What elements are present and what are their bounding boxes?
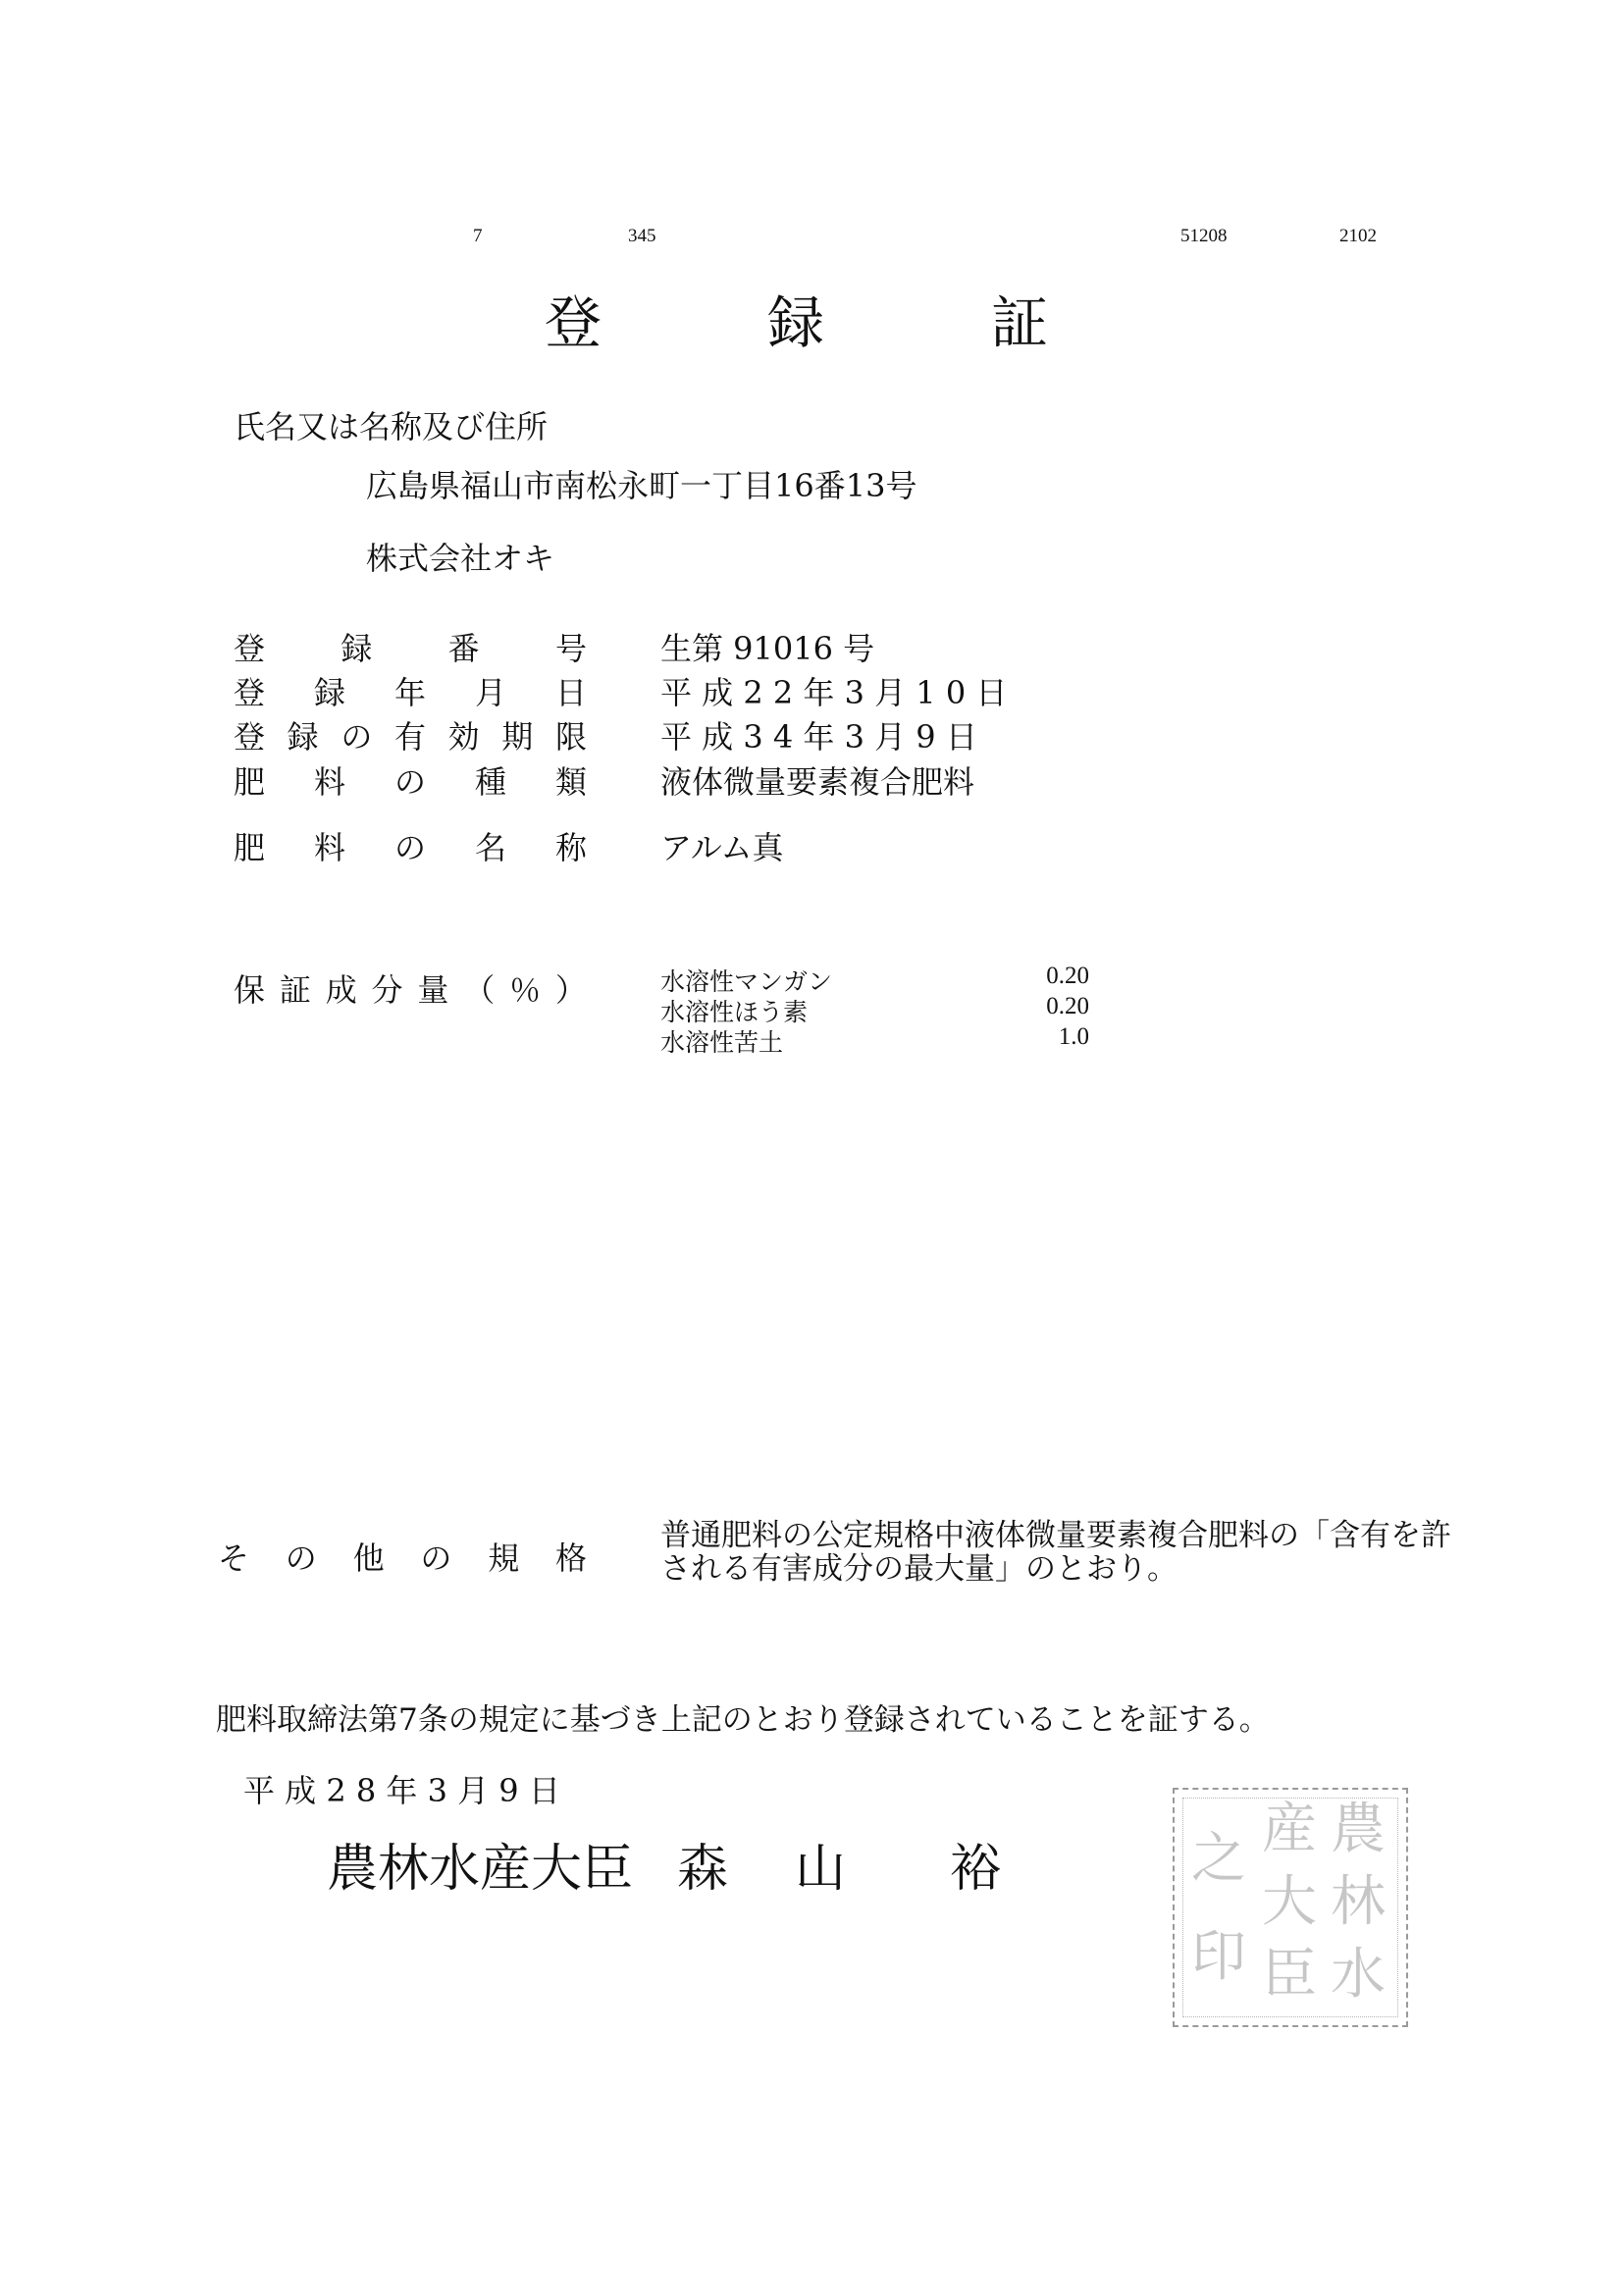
fertilizer-type-value: 液体微量要素複合肥料	[660, 763, 975, 801]
component-value: 0.20	[1046, 993, 1089, 1019]
minister-name-char: 森	[677, 1840, 729, 1899]
component-name: 水溶性ほう素	[660, 998, 809, 1026]
guaranteed-label: 保 証 成 分 量 （ ％ ）	[234, 971, 587, 1009]
issue-date: 平 成 2 8 年 3 月 9 日	[243, 1772, 560, 1809]
seal-char: 臣	[1262, 1943, 1317, 2007]
title-char: 録	[767, 289, 825, 356]
other-standards-text: 普通肥料の公定規格中液体微量要素複合肥料の「含有を許される有害成分の最大量」のとおり。	[660, 1518, 1451, 1587]
header-code-3: 51208	[1180, 226, 1228, 246]
seal-char: 水	[1331, 1943, 1386, 2007]
registration-date-label: 登 録 年 月 日	[234, 674, 587, 711]
title-char: 証	[991, 289, 1049, 356]
seal-char: 印	[1191, 1925, 1246, 1989]
header-code-2: 345	[628, 226, 656, 246]
certification-statement: 肥料取締法第7条の規定に基づき上記のとおり登録されていることを証する。	[216, 1702, 1270, 1738]
registration-number-value: 生第 91016 号	[660, 630, 875, 667]
seal-char: 林	[1331, 1870, 1386, 1934]
other-standards-label: そ の 他 の 規 格	[218, 1539, 587, 1577]
fertilizer-name-value: アルム真	[660, 829, 784, 866]
header-code-1: 7	[473, 226, 483, 246]
holder-company: 株式会社オキ	[366, 540, 555, 577]
seal-char: 農	[1331, 1798, 1386, 1861]
header-code-4: 2102	[1339, 226, 1377, 246]
registration-number-label: 登 録 番 号	[234, 630, 587, 667]
holder-label: 氏名又は名称及び住所	[234, 408, 549, 445]
expiry-value: 平 成 3 4 年 3 月 9 日	[660, 718, 977, 756]
minister-name-char: 山	[795, 1840, 847, 1899]
registration-date-value: 平 成 2 2 年 3 月 1 0 日	[660, 674, 1008, 711]
fertilizer-name-label: 肥 料 の 名 称	[234, 829, 587, 866]
seal-char: 之	[1191, 1827, 1246, 1891]
holder-address: 広島県福山市南松永町一丁目16番13号	[366, 467, 917, 504]
minister-name-char: 裕	[950, 1840, 1002, 1899]
official-seal	[1173, 1788, 1408, 2027]
minister-title: 農林水産大臣	[327, 1840, 634, 1899]
expiry-label: 登 録 の 有 効 期 限	[234, 718, 587, 756]
title-char: 登	[545, 289, 602, 356]
component-name: 水溶性マンガン	[660, 967, 833, 996]
component-value: 1.0	[1058, 1023, 1089, 1050]
seal-char: 大	[1262, 1870, 1317, 1934]
component-name: 水溶性苦土	[660, 1028, 784, 1057]
seal-char: 産	[1262, 1798, 1317, 1861]
component-value: 0.20	[1046, 963, 1089, 989]
fertilizer-type-label: 肥 料 の 種 類	[234, 763, 587, 801]
